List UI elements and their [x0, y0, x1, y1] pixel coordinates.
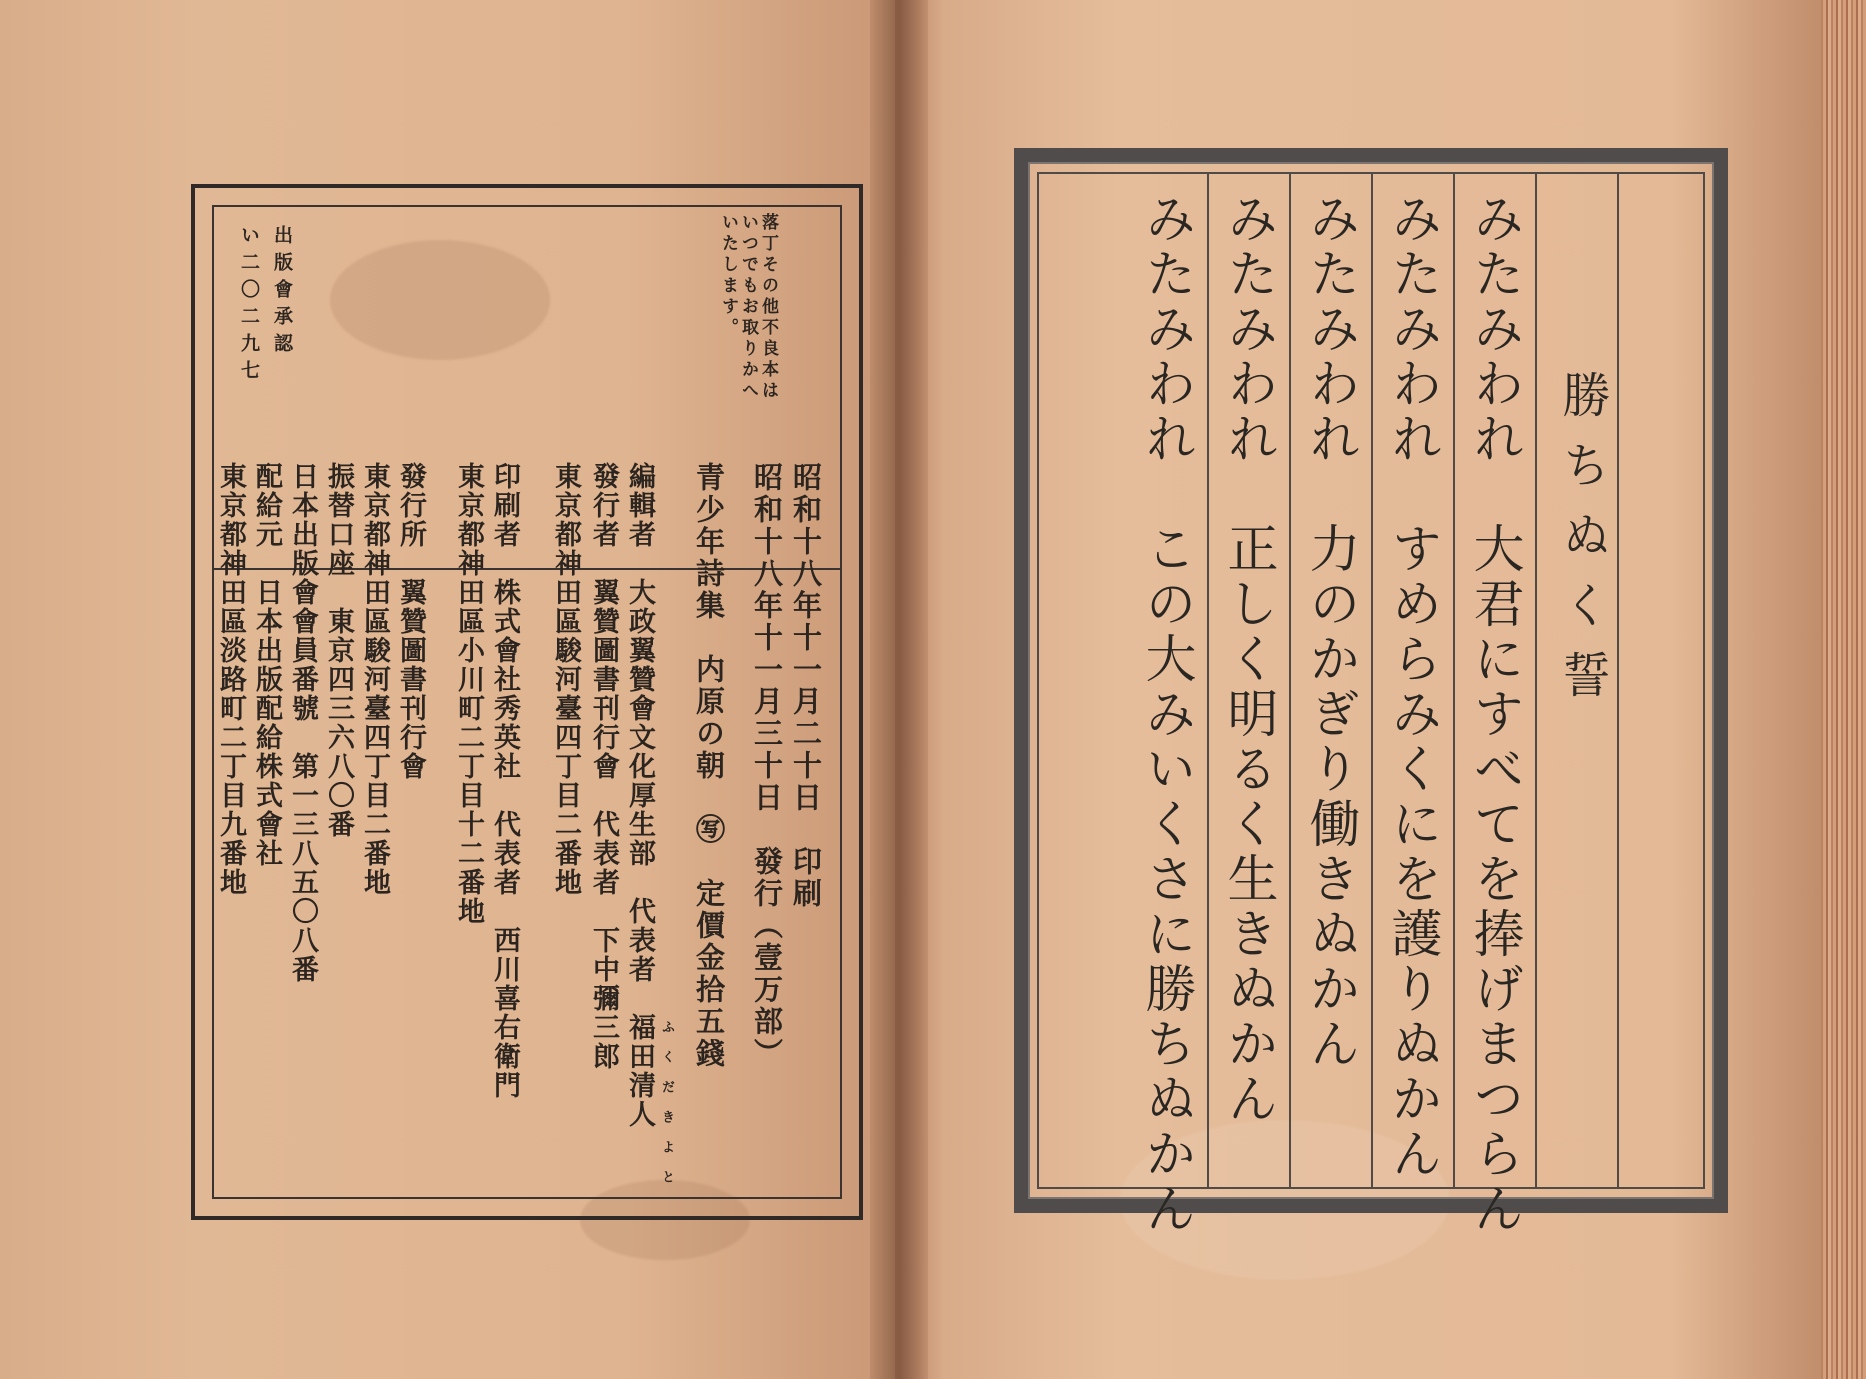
- poem-column-rule: [1617, 172, 1619, 1189]
- distributor-line: 配給元 日本出版配給株式會社: [251, 462, 282, 868]
- poem-column-rule: [1371, 172, 1373, 1189]
- defect-note-line: 落丁その他不良本は: [758, 213, 778, 402]
- poem-verse: みたみわれ 力のかぎり働きぬかん: [1300, 192, 1359, 1072]
- printer-address: 東京都神田區小川町二丁目十二番地: [453, 462, 484, 926]
- defect-note-line: いたします。: [718, 213, 738, 339]
- transfer-account: 振替口座 東京四三六八〇番: [323, 462, 354, 839]
- publish-date: 昭和十八年十一月三十日 發行（壹万部）: [750, 462, 784, 1070]
- defect-note-line: いつでもお取りかへ: [738, 213, 758, 402]
- editor-line: 編輯者 大政翼贊會文化厚生部 代表者 福田清人: [624, 462, 655, 1129]
- issuing-address: 東京都神田區駿河臺四丁目二番地: [359, 462, 390, 897]
- poem-verse: みたみわれ 正しく明るく生きぬかん: [1218, 192, 1277, 1127]
- poem-column-rule: [1535, 172, 1537, 1189]
- approval-number: い二〇二九七: [238, 225, 260, 387]
- poem-column-rule: [1207, 172, 1209, 1189]
- issuing-house: 發行所 翼贊圖書刊行會: [395, 462, 426, 781]
- publisher-address: 東京都神田區駿河臺四丁目二番地: [550, 462, 581, 897]
- poem-verse: みたみわれ すめらみくにを護りぬかん: [1382, 192, 1441, 1182]
- member-number: 日本出版會會員番號 第一三八五〇八番: [287, 462, 318, 984]
- publisher-line: 發行者 翼贊圖書刊行會 代表者 下中彌三郎: [588, 462, 619, 1071]
- editor-ruby: ふくだきよと: [659, 1020, 674, 1200]
- print-date: 昭和十八年十一月二十日 印刷: [789, 462, 823, 910]
- publication-approval: 出版會承認: [271, 225, 293, 360]
- poem-verse: みたみわれ 大君にすべてを捧げまつらん: [1464, 192, 1523, 1237]
- poem-column-rule: [1289, 172, 1291, 1189]
- distributor-address: 東京都神田區淡路町二丁目九番地: [215, 462, 246, 897]
- poem-title: 勝ちぬく誓: [1554, 370, 1610, 720]
- printer-line: 印刷者 株式會社秀英社 代表者 西川喜右衛門: [489, 462, 520, 1100]
- poem-column-rule: [1453, 172, 1455, 1189]
- page-edge: [1821, 0, 1866, 1379]
- book-gutter: [870, 0, 928, 1379]
- book-title-price: 青少年詩集 内原の朝 ㊢ 定價金拾五錢: [692, 462, 726, 1070]
- poem-verse: みたみわれ この大みいくさに勝ちぬかん: [1136, 192, 1195, 1237]
